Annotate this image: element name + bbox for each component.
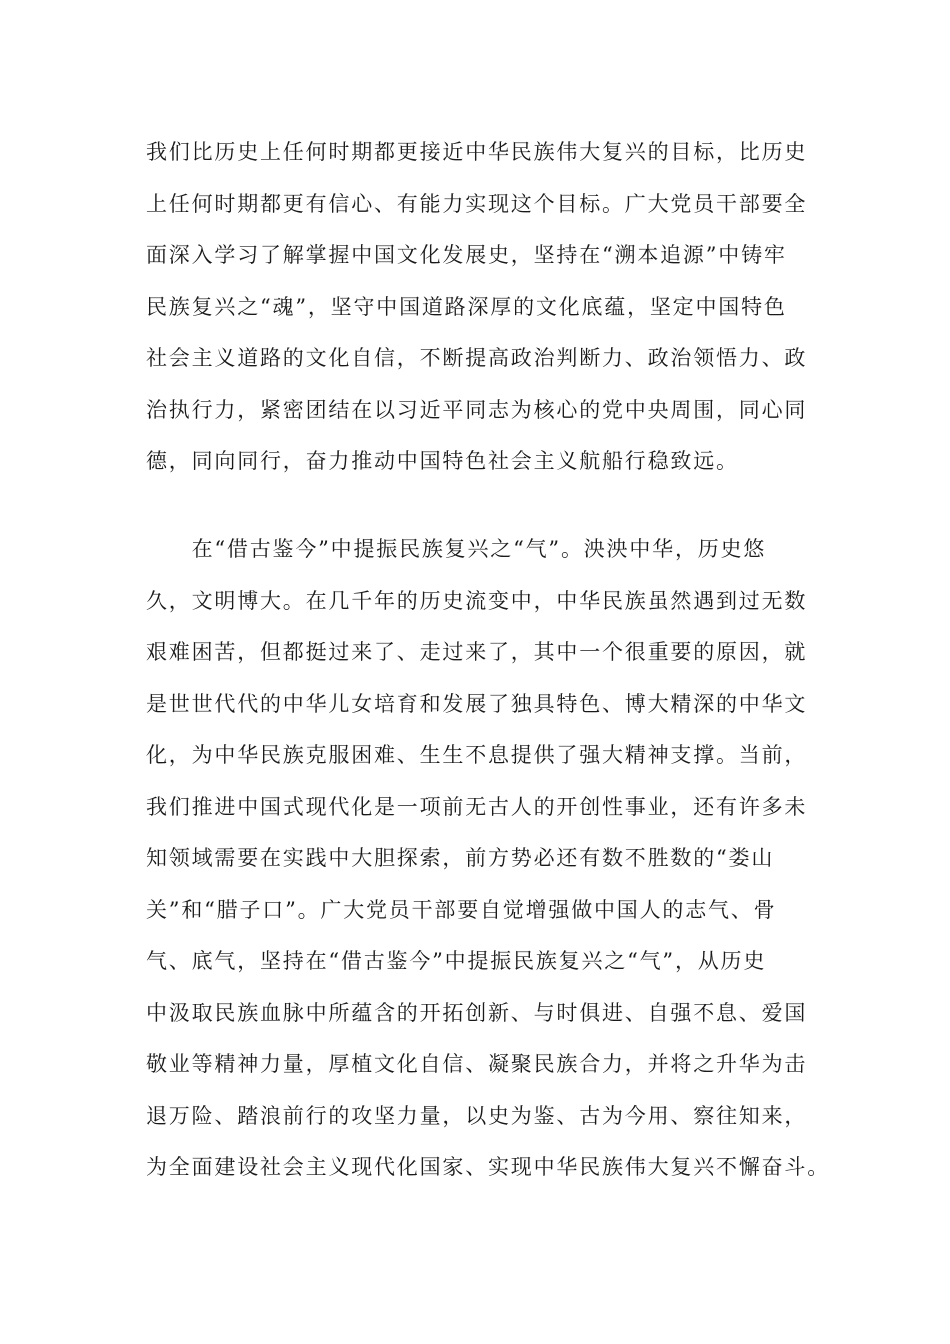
text-line: 关”和“腊子口”。广大党员干部要自觉增强做中国人的志气、骨 — [146, 897, 777, 922]
text-line: 民族复兴之“魂”，坚守中国道路深厚的文化底蕴，坚定中国特色 — [146, 294, 787, 319]
text-line: 中汲取民族血脉中所蕴含的开拓创新、与时俱进、自强不息、爱国 — [146, 1000, 808, 1025]
text-line: 德，同向同行，奋力推动中国特色社会主义航船行稳致远。 — [146, 449, 739, 473]
text-line: 知领域需要在实践中大胆探索，前方势必还有数不胜数的“娄山 — [146, 846, 775, 870]
text-line: 治执行力，紧密团结在以习近平同志为核心的党中央周围，同心同 — [146, 397, 808, 422]
text-line: 久，文明博大。在几千年的历史流变中，中华民族虽然遇到过无数 — [146, 588, 808, 613]
text-line: 气、底气，坚持在“借古鉴今”中提振民族复兴之“气”，从历史 — [146, 949, 767, 973]
text-line: 在“借古鉴今”中提振民族复兴之“气”。泱泱中华，历史悠 — [146, 537, 767, 561]
text-line: 敬业等精神力量，厚植文化自信、凝聚民族合力，并将之升华为击 — [146, 1052, 808, 1076]
text-line: 我们推进中国式现代化是一项前无古人的开创性事业，还有许多未 — [146, 794, 808, 819]
text-line: 退万险、踏浪前行的攻坚力量，以史为鉴、古为今用、察往知来， — [146, 1103, 808, 1128]
text-line: 化，为中华民族克服困难、生生不息提供了强大精神支撑。当前， — [146, 743, 808, 767]
text-line: 为全面建设社会主义现代化国家、实现中华民族伟大复兴不懈奋斗。 — [146, 1155, 830, 1179]
text-line: 艰难困苦，但都挺过来了、走过来了，其中一个很重要的原因，就 — [146, 640, 808, 664]
text-line: 上任何时期都更有信心、有能力实现这个目标。广大党员干部要全 — [146, 191, 808, 216]
text-line: 社会主义道路的文化自信，不断提高政治判断力、政治领悟力、政 — [146, 346, 808, 370]
text-line: 是世世代代的中华儿女培育和发展了独具特色、博大精深的中华文 — [146, 691, 808, 716]
text-line: 我们比历史上任何时期都更接近中华民族伟大复兴的目标，比历史 — [146, 140, 808, 164]
text-line: 面深入学习了解掌握中国文化发展史，坚持在“溯本追源”中铸牢 — [146, 243, 787, 267]
paragraph-2 — [146, 524, 830, 1194]
paragraph-1 — [146, 127, 806, 488]
